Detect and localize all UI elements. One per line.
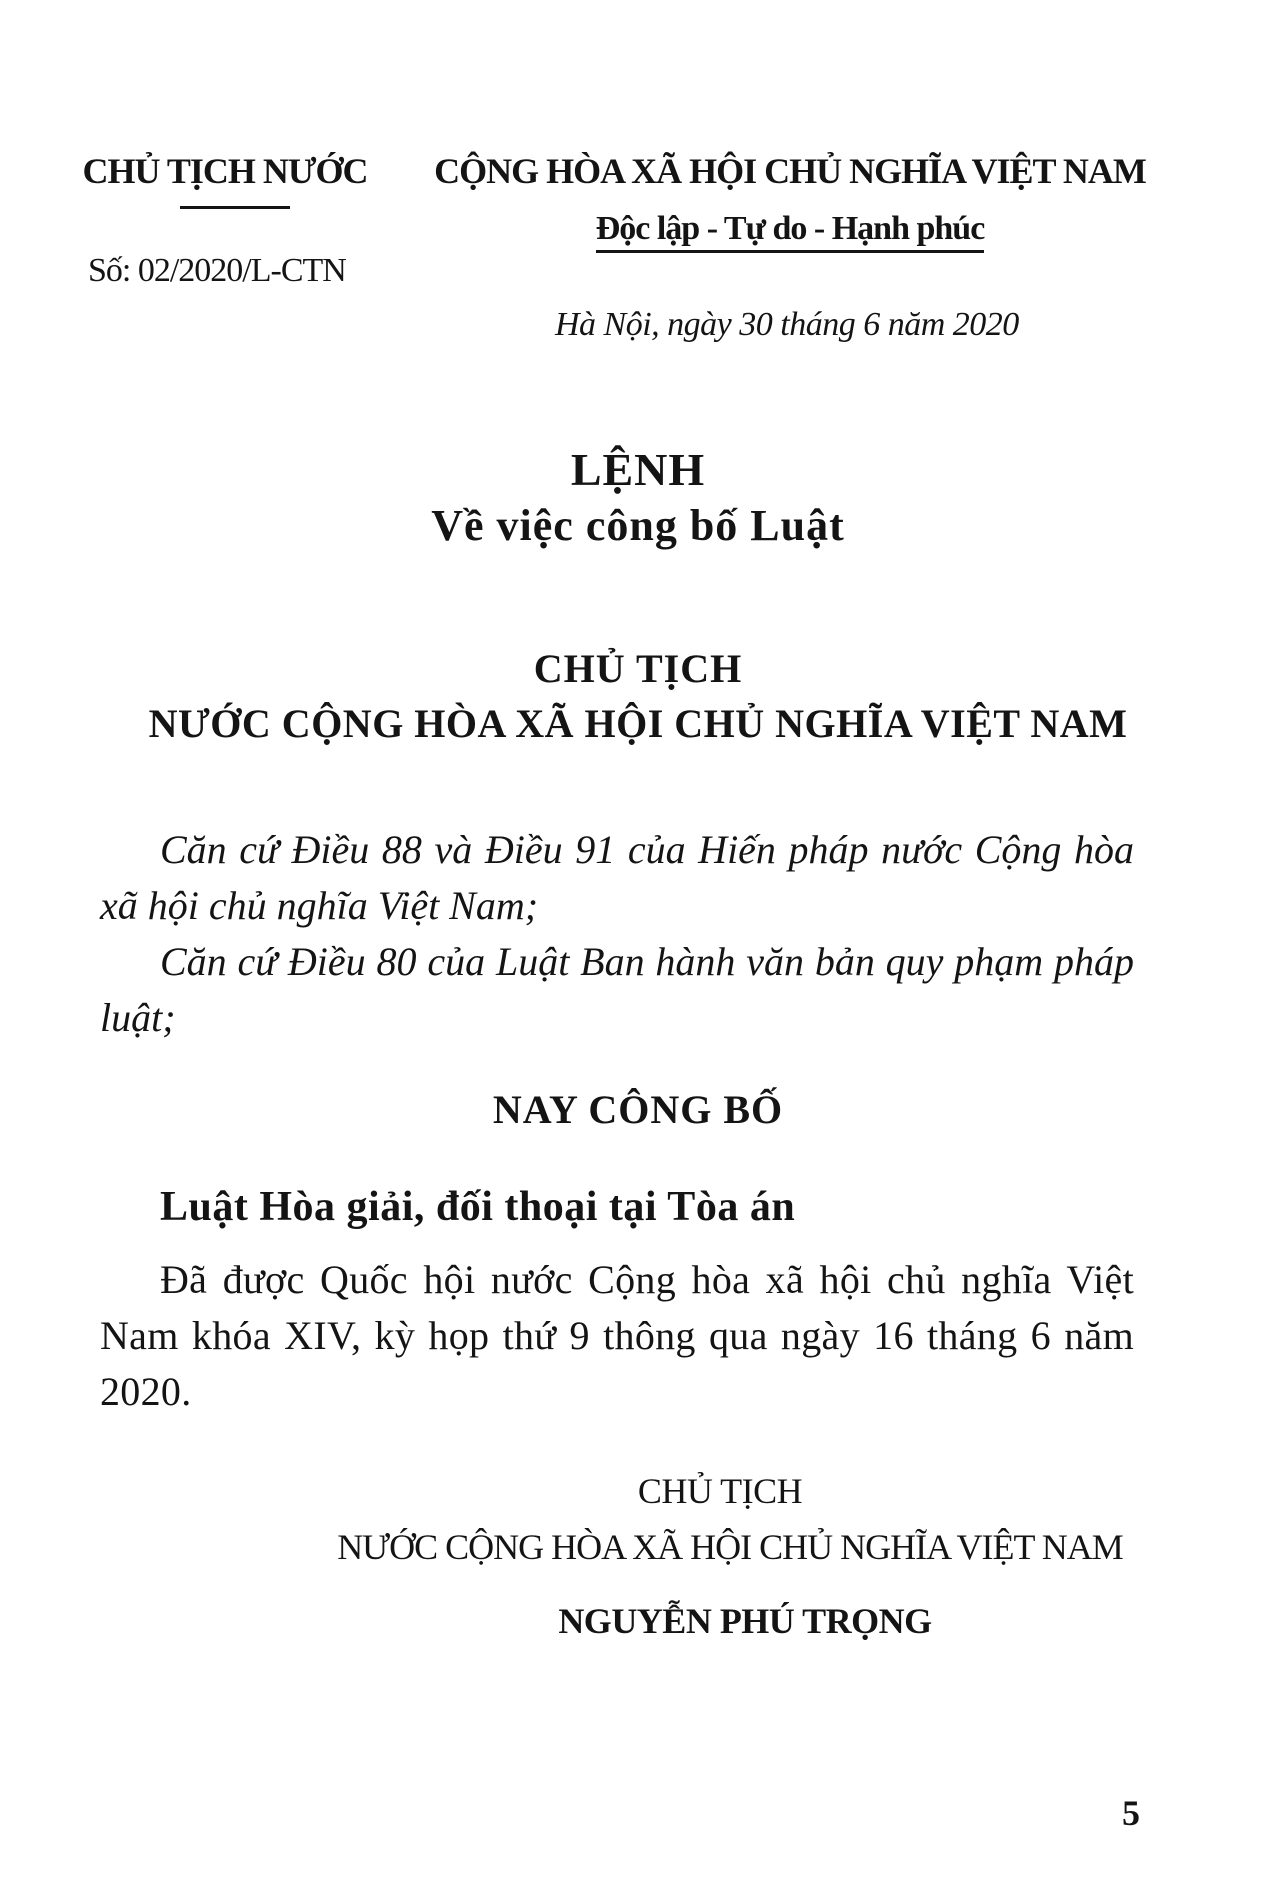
signature-title-line-2: NƯỚC CỘNG HÒA XÃ HỘI CHỦ NGHĨA VIỆT NAM — [337, 1527, 1123, 1567]
passage-paragraph: Đã được Quốc hội nước Cộng hòa xã hội chủ nghĩa Việt Nam khóa XIV, kỳ họp thứ 9 thông qua ngày 16 tháng 6 năm 2020. — [100, 1257, 1134, 1414]
national-motto-text: Độc lập - Tự do - Hạnh phúc — [596, 210, 985, 253]
document-number: Số: 02/2020/L-CTN — [88, 252, 346, 289]
country-heading: CỘNG HÒA XÃ HỘI CHỦ NGHĨA VIỆT NAM — [434, 151, 1146, 191]
document-date: Hà Nội, ngày 30 tháng 6 năm 2020 — [555, 306, 1019, 343]
national-motto — [420, 210, 1160, 253]
announcement-heading: NAY CÔNG BỐ — [492, 1087, 784, 1132]
authority-line-2: NƯỚC CỘNG HÒA XÃ HỘI CHỦ NGHĨA VIỆT NAM — [148, 701, 1128, 746]
signer-name: NGUYỄN PHÚ TRỌNG — [558, 1601, 932, 1641]
page-number: 5 — [1122, 1793, 1140, 1833]
legal-basis-1: Căn cứ Điều 88 và Điều 91 của Hiến pháp nước Cộng hòa xã hội chủ nghĩa Việt Nam; — [100, 827, 1134, 928]
issuer-heading: CHỦ TỊCH NƯỚC — [82, 151, 368, 191]
authority-line-1: CHỦ TỊCH — [533, 646, 743, 691]
document-title: LỆNH — [570, 444, 706, 495]
document-subtitle: Về việc công bố Luật — [431, 501, 845, 550]
legal-basis-2: Căn cứ Điều 80 của Luật Ban hành văn bản quy phạm pháp luật; — [100, 939, 1134, 1040]
issuer-divider — [180, 206, 290, 209]
signature-title-line-1: CHỦ TỊCH — [637, 1471, 803, 1511]
law-name: Luật Hòa giải, đối thoại tại Tòa án — [160, 1184, 796, 1230]
